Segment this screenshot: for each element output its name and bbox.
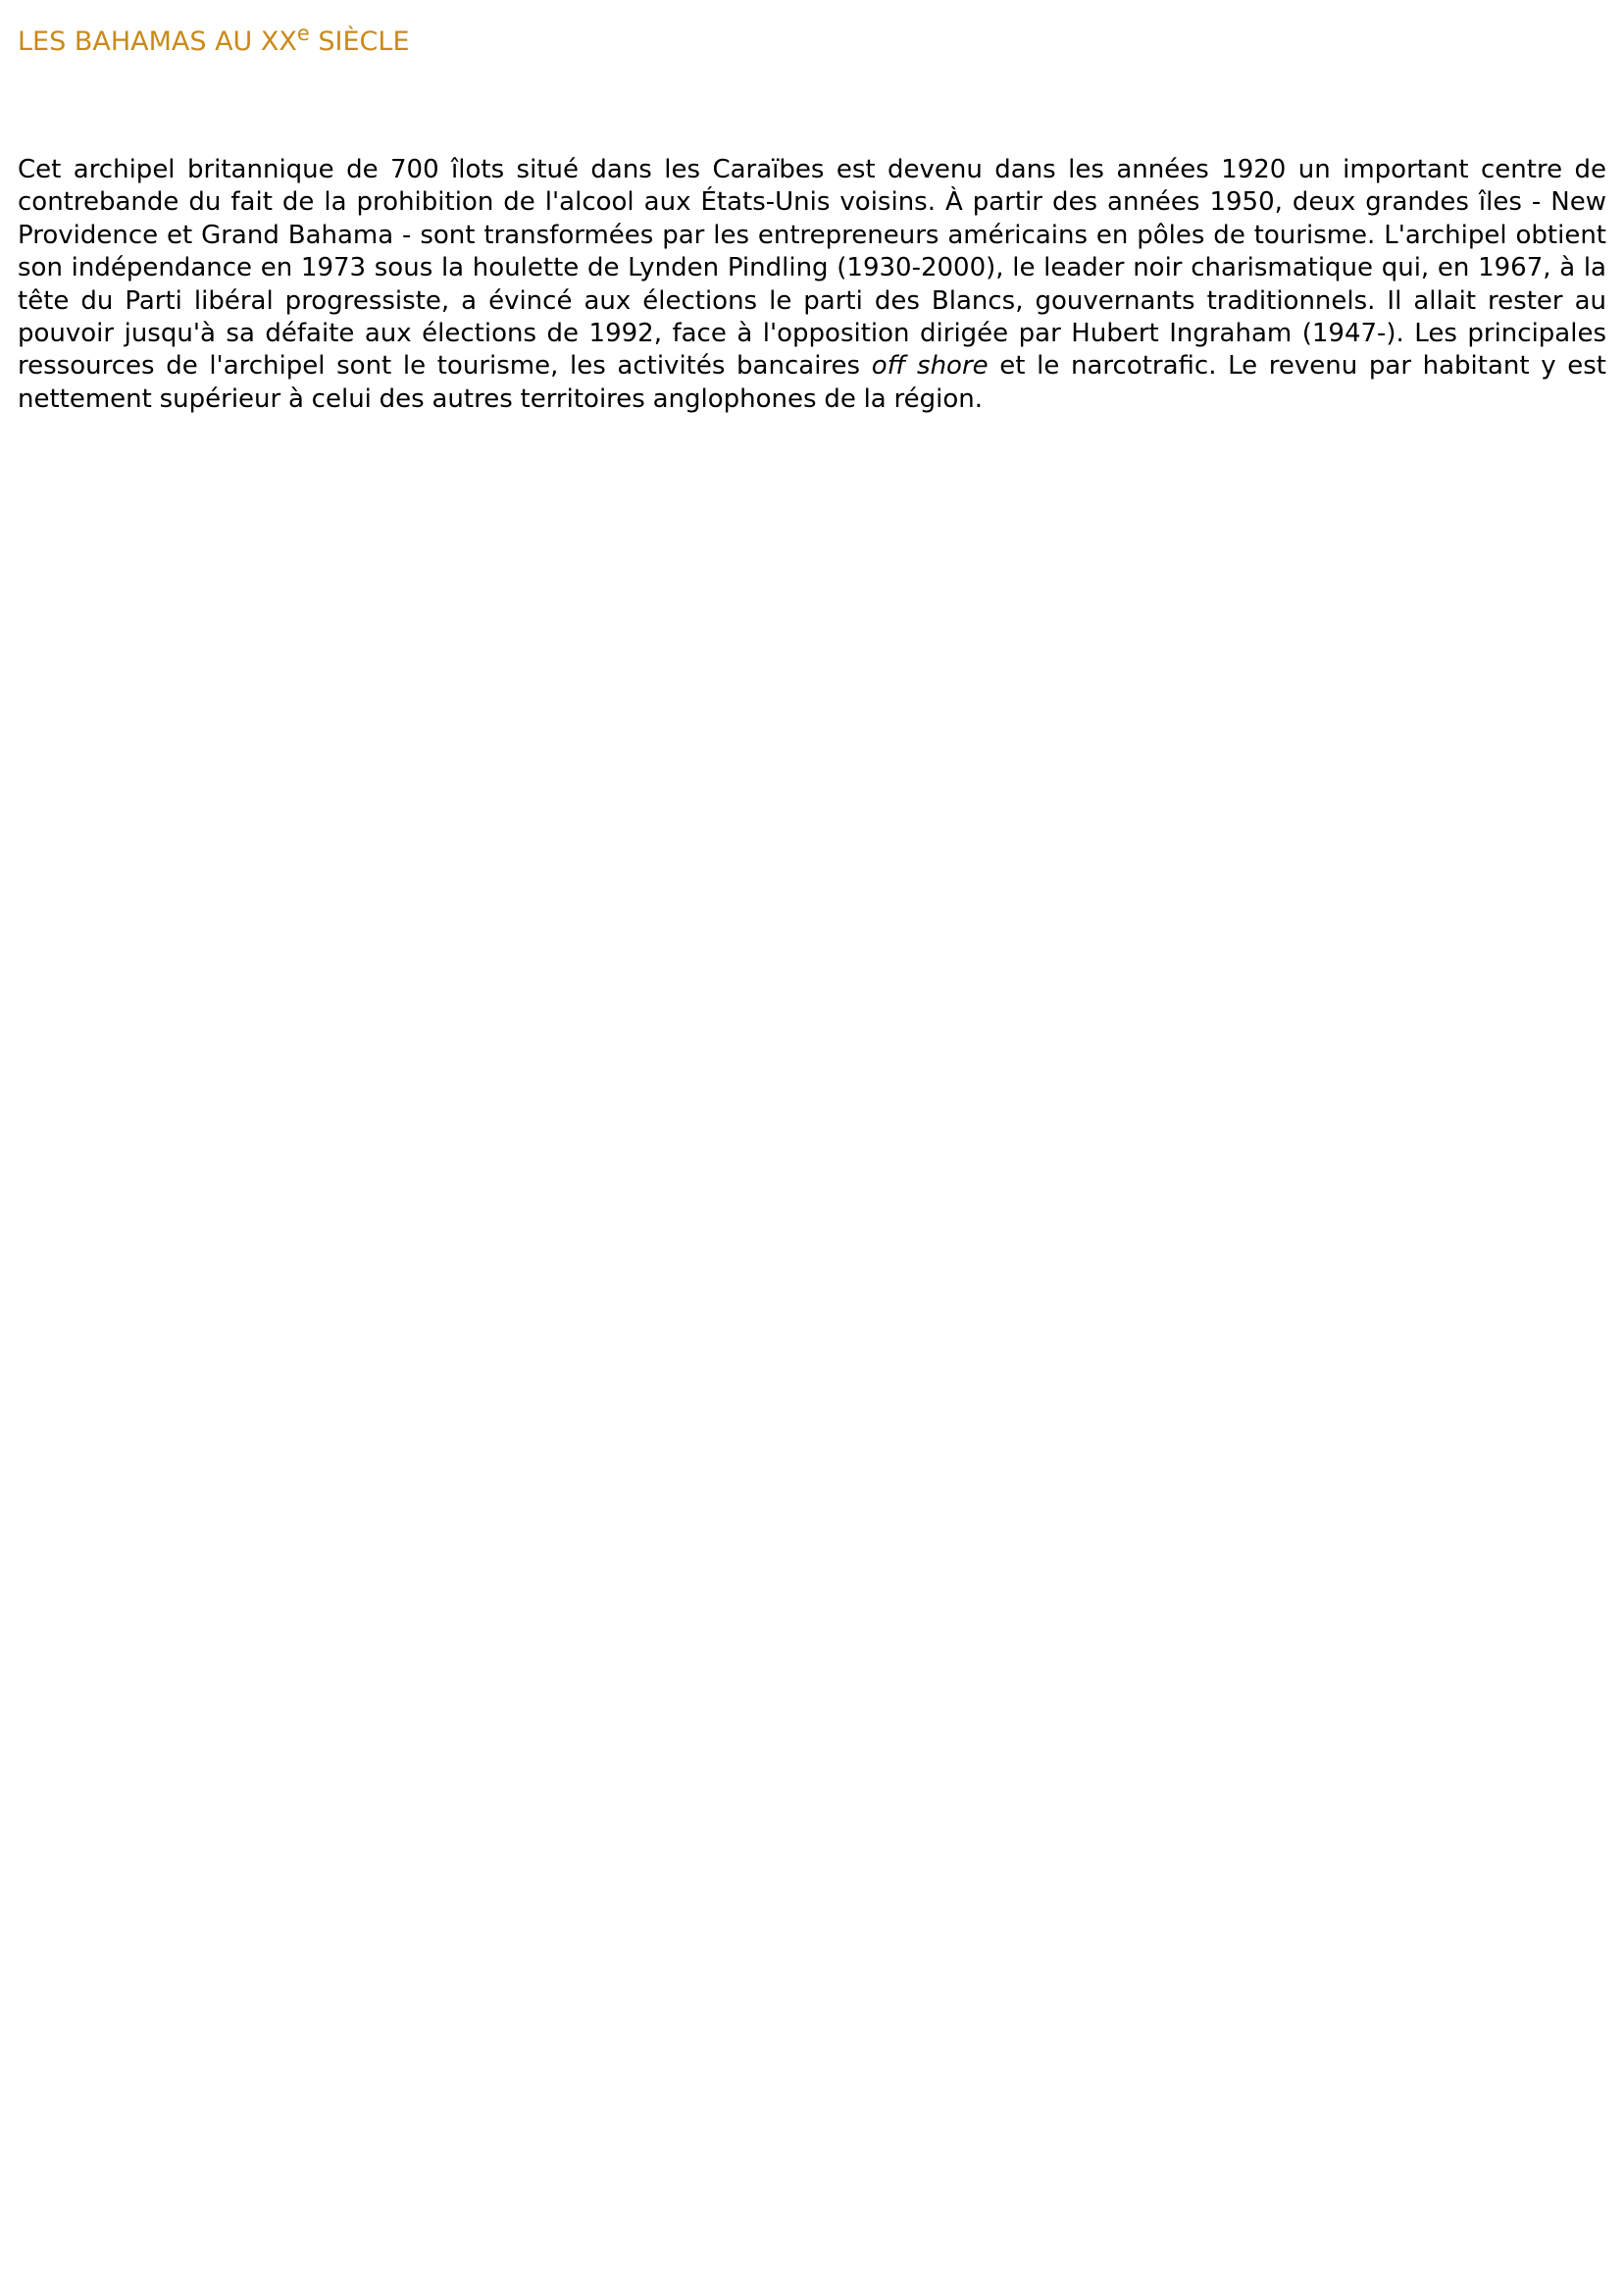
title-superscript: e xyxy=(296,22,310,45)
title-prefix: LES BAHAMAS AU XX xyxy=(18,26,297,57)
paragraph-text-end: et le narcotrafic. Le revenu par habitant y est nettement supérieur à celui des autres territoires anglophones de la région. xyxy=(18,351,1606,414)
title-suffix: SIÈCLE xyxy=(309,26,410,57)
paragraph-text-start: Cet archipel britannique de 700 îlots situé dans les Caraïbes est devenu dans les années 1920 un important centre de contrebande du fait de la prohibition de l'alcool aux États-Unis voisins. À partir des années 1950, deux grandes îles - New Providence et Grand Bahama - sont transformées par les entrepreneurs américains en pôles de tourisme. L'archipel obtient son indépendance en 1973 sous la houlette de Lynden Pindling (1930-2000), le leader noir charismatique qui, en 1967, à la tête du Parti libéral progressiste, a évincé aux élections le parti des Blancs, gouvernants traditionnels. Il allait rester au pouvoir jusqu'à sa défaite aux élections de 1992, face à l'opposition dirigée par Hubert Ingraham (1947-). Les principales ressources de l'archipel sont le tourisme, les activités bancaires xyxy=(18,155,1606,382)
page-title xyxy=(18,22,410,59)
paragraph-italic-term: off shore xyxy=(871,351,989,382)
article-paragraph xyxy=(18,154,1606,416)
